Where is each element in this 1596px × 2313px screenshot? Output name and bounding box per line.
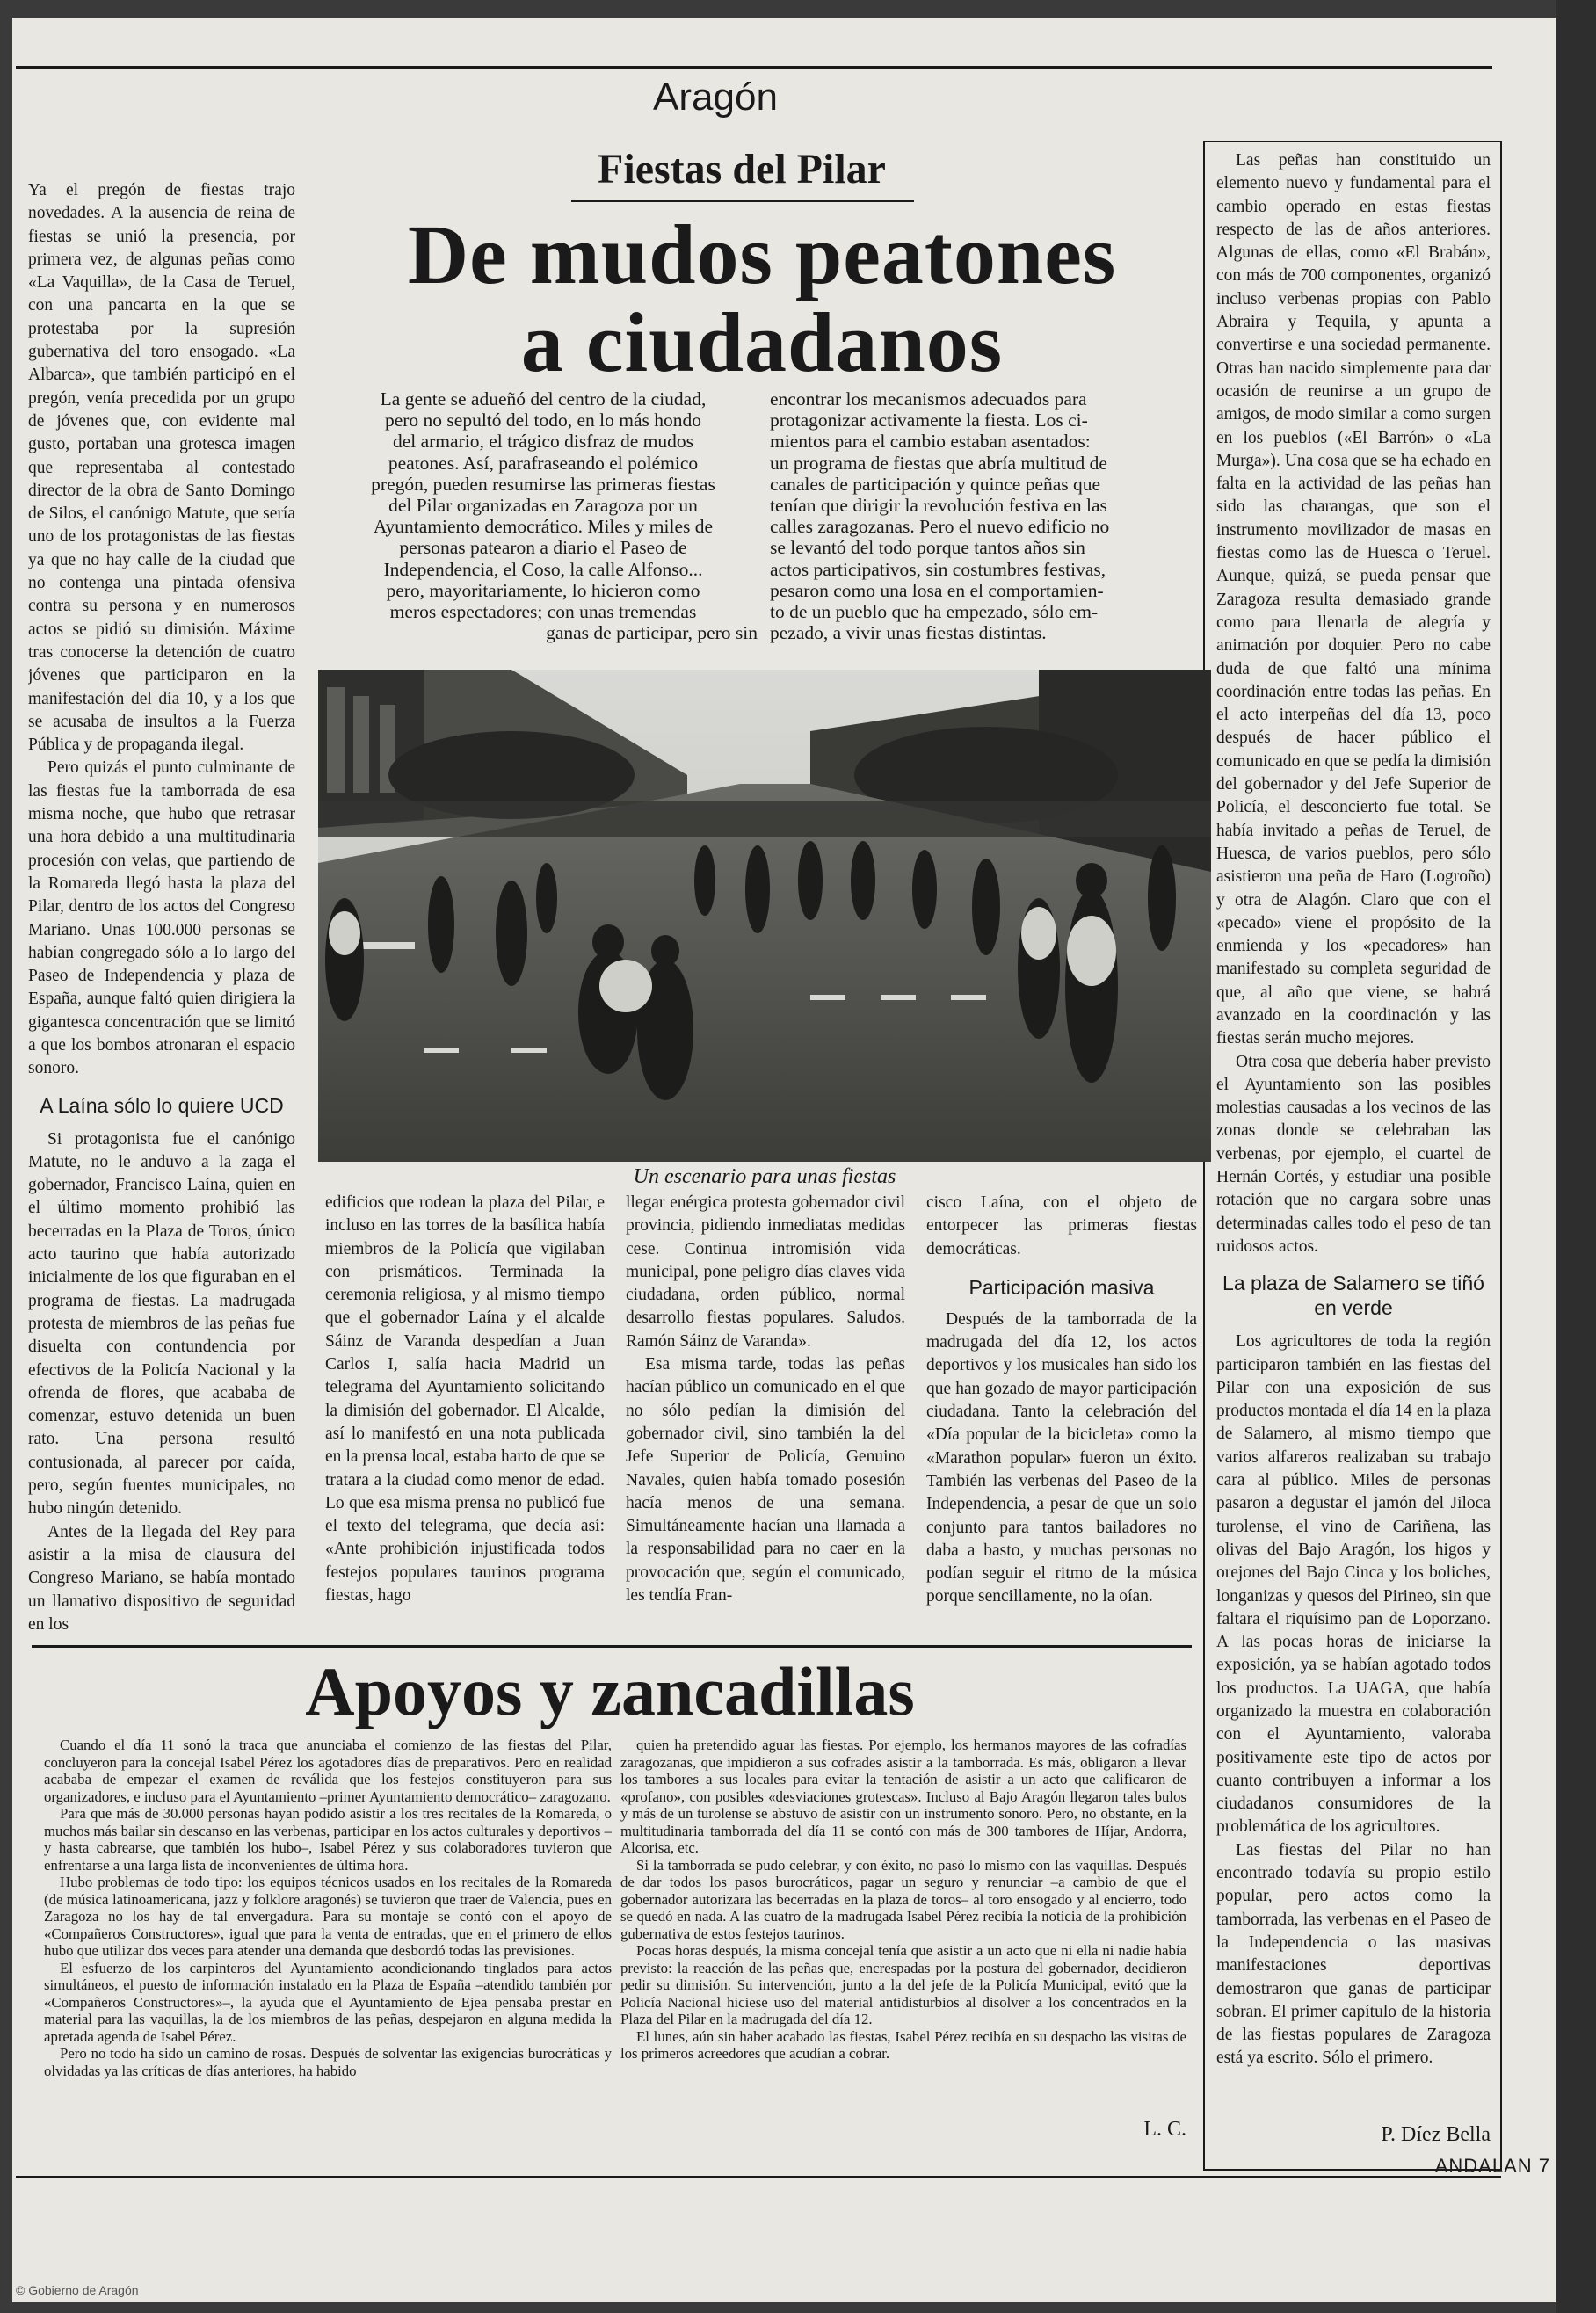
paragraph: Pero quizás el punto culminante de las fiestas fue la tamborrada de esa misma noche, que hubo que retrasar una hora debido a una multitudinaria procesión con velas, que partiendo de la Romareda llegó hasta la plaza del Pilar, dentro de los actos del Congreso Mariano. Unas 100.000 personas se habían congregado sólo a lo largo del Paseo de Independencia y plaza de España, aunque faltó quien dirigiera la gigantesca concentración que se limitó a que los bombos atronaran el espacio sonoro.: [28, 758, 295, 1078]
paragraph: Los agricultores de toda la región participaron también en las fiestas del Pilar con una exposición de sus productos montada el día 14 en la plaza de Salamero, al mismo tiempo que varios alfareros realizaban su trabajo cara al público. Miles de personas pasaron a degustar el jamón del Jiloca turolense, el vino de Cariñena, las olivas del Bajo Aragón, los higos y orejones del Bajo Cinca y los boliches, longanizas y quesos del Pirineo, sin que faltara el riquísimo pan de Loporzano. A las pocas horas de iniciarse la exposición, ya se habían agotado todos los productos. La UAGA, que había organizado la muestra en colaboración con el Ayuntamiento, valoraba positivamente este tipo de actos por cuanto contribuyen a informar a los ciudadanos consumidores de la problemática de los agricultores.: [1216, 1332, 1491, 1837]
right-signature: P. Díez Bella: [1381, 2123, 1491, 2146]
deck-line: Ayuntamiento democrático. Miles y miles de: [373, 516, 714, 538]
kicker: Fiestas del Pilar: [598, 146, 886, 192]
paragraph: Si protagonista fue el canónigo Matute, no le anduvo a la zaga el gobernador, Francisco Laína, quien en el último momento prohibió las becerradas en la Plaza de Toros, único acto taurino que había autorizado inicialmente de los que figuraban en el programa de fiestas. La madrugada protesta de miembros de las peñas fue disuelta con contundencia por efectivos de la Policía Nacional y la ofrenda de flores, que acababa de comenzar, estuvo detenida un buen rato. Una persona resultó contusionada, al parecer por caída, pero, según fuentes municipales, no hubo ningún detenido.: [28, 1129, 295, 1519]
scan-edge: [1556, 0, 1596, 2313]
photo-caption: Un escenario para unas fiestas: [633, 1165, 896, 1188]
subhead-participacion: Participación masiva: [968, 1275, 1155, 1299]
sidebar-headline: Apoyos y zancadillas: [305, 1653, 915, 1729]
kicker-rule: [571, 200, 914, 202]
paragraph: Si la tamborrada se pudo celebrar, y con éxito, no pasó lo mismo con las vaquillas. Después de dar todos los pasos burocráticos, pagar un seguro y renunciar –a cambio de que el gobernador autorizara las becerradas en la plaza de toros– al toro ensogado y al encierro, todo se quedó en nada. A las cuatro de la madrugada Isabel Pérez recibía la noticia de la prohibición gubernativa de estos festejos taurinos.: [620, 1856, 1186, 1942]
paragraph: Antes de la llegada del Rey para asistir a la misa de clausura del Congreso Mariano, se había montado un llamativo dispositivo de seguridad en los: [28, 1522, 295, 1634]
headline-line-2: a ciudadanos: [520, 295, 1004, 389]
deck-right: [770, 388, 1199, 643]
left-column: [28, 179, 295, 1638]
headline: [309, 207, 1215, 389]
watermark: © Gobierno de Aragón: [16, 2283, 139, 2297]
deck-line: La gente se adueñó del centro de la ciudad,: [380, 388, 707, 410]
sidebar-signature: L. C.: [1143, 2118, 1186, 2141]
deck-line: pero, mayoritariamente, lo hicieron como: [386, 579, 700, 601]
deck-line: pesaron como una losa en el comportamien-: [770, 579, 1104, 601]
paragraph: El lunes, aún sin haber acabado las fiestas, Isabel Pérez recibía en su despacho las visitas de los primeros acreedores que acudían a cobrar.: [620, 2027, 1186, 2062]
paragraph: Después de la tamborrada de la madrugada del día 12, los actos deportivos y los musicales han sido los que han gozado de mayor participación ciudadana. Tanto la celebración del «Día popular de la bicicleta» como la «Marathon popular» fueron un éxito. También las verbenas del Paseo de la Independencia, a pesar de que un solo conjunto para tantos bailadores no daba a basto, y muchas personas no podían seguir el ritmo de la música porque sencillamente, no la oían.: [926, 1309, 1197, 1606]
paragraph: quien ha pretendido aguar las fiestas. Por ejemplo, los hermanos mayores de las cofradías zaragozanas, que impidieron a sus cofrades asistir a la tamborrada. Es más, obligaron a llevar los tambores a sus locales para evitar la tentación de asistir a un acto que calificaron de «profano», con posibles «desviaciones grotescas». Incluso al Bajo Aragón llegaron tales bulos y más de un turolense se abstuvo de asistir con un instrumento sonoro. Pero, no obstante, en la multitudinaria tamborrada del día 11 se contó con más de 300 tambores de Híjar, Andorra, Alcorisa, etc.: [620, 1737, 1186, 1856]
deck-line: tenían que dirigir la revolución festiva en las: [770, 495, 1107, 517]
right-column: [1216, 149, 1491, 2127]
subhead-salamero: La plaza de Salamero se tiñó en verde: [1222, 1272, 1484, 1320]
right-box-top-rule: [1203, 141, 1502, 142]
deck-line: se levantó del todo porque tantos años sin: [770, 537, 1085, 559]
section-title: Aragón: [653, 76, 778, 119]
deck-line: pregón, pueden resumirse las primeras fiestas: [371, 473, 715, 495]
deck-line: peatones. Así, parafraseando el polémico: [388, 452, 699, 474]
paragraph: Esa misma tarde, todas las peñas hacían público un comunicado en el que no sólo pedían la dimisión del gobernador civil, sino también la del Jefe Superior de Policía, Genuino Navales, quien había tomado posesión hacía menos de una semana. Simultáneamente hacían una llamada a la responsabilidad para no caer en la provocación que, según el comunicado, les tendía Fran-: [626, 1355, 905, 1606]
deck-line: Independencia, el Coso, la calle Alfonso...: [383, 558, 703, 580]
deck-line: actos participativos, sin costumbres festivas,: [770, 558, 1106, 580]
paragraph: Pero no todo ha sido un camino de rosas. Después de solventar las exigencias burocráticas y olvidadas ya las críticas de días anteriores, ha habido: [44, 2045, 612, 2079]
deck-line: mientos para el cambio estaban asentados:: [770, 431, 1091, 453]
paragraph: Pocas horas después, la misma concejal tenía que asistir a un acto que ni ella ni nadie había previsto: la reacción de las peñas que, encrespadas por la postura del gobernador, decidieron pedir su dimisión. Su intervención, junto a la del jefe de la Policía Municipal, evitó que la Policía Nacional hiciese uso del material antidisturbios al disolver a los concentrados en la Plaza del Pilar en la madrugada del día 12.: [620, 1942, 1186, 2027]
deck-line: to de un pueblo que ha empezado, sólo em-: [770, 601, 1099, 623]
paragraph: Cuando el día 11 sonó la traca que anunciaba el comienzo de las fiestas del Pilar, concluyeron para la concejal Isabel Pérez los agotadores días de preparativos. Pero en realidad acababa de empezar el examen de reválida que los festejos constituyeron para sus organizadores, e incluso para el Ayuntamiento –primer Ayuntamiento democrático– zaragozano.: [44, 1737, 612, 1805]
deck-line: pezado, a vivir unas fiestas distintas.: [770, 622, 1047, 644]
deck-line: del armario, el trágico disfraz de mudos: [392, 431, 694, 453]
deck-line: encontrar los mecanismos adecuados para: [770, 388, 1087, 410]
deck-line: personas patearon a diario el Paseo de: [399, 537, 687, 559]
subhead-laina: A Laína sólo lo quiere UCD: [40, 1093, 284, 1117]
street-crowd-photo: [318, 670, 1211, 1162]
deck-line: meros espectadores; con unas tremendas: [389, 601, 697, 623]
middle-column-3: [926, 1192, 1197, 1631]
newspaper-page: [12, 18, 1556, 2302]
right-border-rule: [1500, 141, 1502, 2171]
footer-page-number: ANDALAN 7: [1434, 2155, 1550, 2177]
deck-line: ganas de participar, pero sin: [546, 622, 758, 644]
deck-line: del Pilar organizadas en Zaragoza por un: [388, 495, 698, 517]
deck-line: un programa de fiestas que abría multitud de: [770, 452, 1107, 474]
paragraph: Para que más de 30.000 personas hayan podido asistir a los tres recitales de la Romareda, o muchos más bailar sin descanso en las verbenas, participar en los actos culturales y deportivos –y hasta cabrearse, que también los hubo–, Isabel Pérez y sus colaboradores tuvieron que enfrentarse a una larga lista de inconvenientes de última hora.: [44, 1805, 612, 1874]
paragraph: edificios que rodean la plaza del Pilar, e incluso en las torres de la basílica había miembros de la Policía que vigilaban con prismáticos. Terminada la ceremonia religiosa, y al mismo tiempo que el gobernador Laína y el alcalde Sáinz de Varanda despedían a Juan Carlos I, salía hacia Madrid un telegrama del Ayuntamiento solicitando la dimisión del gobernador. El Alcalde, así lo manifestó en una nota publicada en la prensa local, estaba harto de que se tratara a la ciudad como menor de edad. Lo que esa misma prensa no publicó fue el texto del telegrama, que decía así: «Ante prohibición injustificada todos festejos populares taurinos programa fiestas, hago: [325, 1193, 605, 1606]
paragraph: llegar enérgica protesta gobernador civil provincia, pidiendo inmediatas medidas cese. Continua intromisión vida municipal, pone peligro días claves vida ciudadana, orden público, normal desarrollo fiestas populares. Saludos. Ramón Sáinz de Varanda».: [626, 1193, 905, 1351]
paragraph: Las fiestas del Pilar no han encontrado todavía su propio estilo popular, pero actos como la tamborrada, las verbenas en el Paseo de la Independencia o las masivas manifestaciones deportivas demostraron que ganas de participar sobran. El primer capítulo de la historia de las fiestas populares de Zaragoza está ya escrito. Sólo el primero.: [1216, 1840, 1491, 2068]
paragraph: Hubo problemas de todo tipo: los equipos técnicos usados en los recitales de la Romareda (de música latinoamericana, jazz y folklore aragonés) se tuvieron que traer de Valencia, pues en Zaragoza no los hay de tal envergadura. Para su montaje se contó con el apoyo de «Compañeros Constructores», igual que para la venta de entradas, que en el primero de ellos hubo que utilizar dos veces para atender una demanda que desbordó todas las previsiones.: [44, 1874, 612, 1959]
headline-line-1: De mudos peatones: [407, 207, 1117, 301]
paragraph: Ya el pregón de fiestas trajo novedades. A la ausencia de reina de fiestas se unió la presencia, por primera vez, de algunas peñas como «La Vaquilla», de la Casa de Teruel, con una pancarta en la que se protestaba por la supresión gubernativa del toro ensogado. «La Albarca», que también participó en el pregón, venía precedida por un grupo de jóvenes que, con evidente mal gusto, portaban una grotesca imagen que representaba al contestado director de la obra de Santo Domingo de Silos, el canónigo Matute, que sería uno de los protagonistas de las fiestas ya que no hay calle de la ciudad que no contenga una pintada ofensiva contra su persona y en numerosos actos se pidió su dimisión. Máxime tras conocerse la detención de cuatro jóvenes que participaron en la manifestación del día 10, y a los que se acusaba de insultos a la Fuerza Pública y de propaganda ilegal.: [28, 181, 295, 755]
paragraph: El esfuerzo de los carpinteros del Ayuntamiento acondicionando tinglados para actos simultáneos, el puesto de información instalado en la Plaza de España –atendido también por «Compañeros Constructores»–, la ayuda que el Ayuntamiento de Ejea pensaba prestar en material para las vaquillas, la de los miembros de las peñas, despejaron en alguna medida la apretada agenda de Isabel Pérez.: [44, 1959, 612, 2045]
paragraph: Otra cosa que debería haber previsto el Ayuntamiento son las posibles molestias causadas a los vecinos de las zonas donde se celebraban las verbenas, por ejemplo, el cuartel de Hernán Cortés, y estudiar una posible rotación que no cargara sobre unas determinadas calles todo el peso de tan ruidosos actos.: [1216, 1052, 1491, 1256]
deck-line: calles zaragozanas. Pero el nuevo edificio no: [770, 516, 1110, 538]
paragraph: Las peñas han constituido un elemento nuevo y fundamental para el cambio operado en estas fiestas respecto de las de años anteriores. Algunas de ellas, como «El Brabán», con más de 700 componentes, organizó incluso verbenas propias con Pablo Abraira y Tequila, y apunta a convertirse e una sociedad permanente. Otras han nacido simplemente para dar ocasión de reunirse a un grupo de amigos, de modo similar a como surgen en los pueblos («El Barrón» o «La Murga»). Una cosa que se ha echado en falta en la actividad de las peñas han sido las charangas, que son el instrumento movilizador de masas en fiestas como las de Huesca o Teruel. Aunque, quizá, se pueda pensar que Zaragoza resulta demasiado grande como para llenarla de alegría y animación por doquier. Pero no cabe duda de que faltó una mínima coordinación entre todas las peñas. En el acto interpeñas del día 13, poco después de hacer público el comunicado en que se pedía la dimisión del gobernador y del Jefe Superior de Policía, el desconcierto fue total. Se había invitado a peñas de Teruel, de Huesca, de varios pueblos, pero sólo asistieron una peña de Haro (Logroño) y otra de Alagón. Claro que con el «pecado» viene el propósito de la enmienda y los «pecadores» han manifestado su completa seguridad de que, al año que viene, se habrá avanzado en la coordinación y las fiestas serán mucho mejores.: [1216, 151, 1491, 1048]
sidebar-right-column: [620, 1737, 1186, 2114]
deck-line: protagonizar activamente la fiesta. Los ci-: [770, 410, 1088, 431]
deck-line: canales de participación y quince peñas que: [770, 473, 1101, 495]
deck-line: pero no sepultó del todo, en lo más hondo: [384, 410, 702, 431]
deck-left: [329, 388, 758, 643]
middle-column-1: [325, 1192, 605, 1631]
middle-column-2: [626, 1192, 905, 1631]
photo-illustration: [318, 670, 1211, 1162]
sidebar-top-rule: [32, 1645, 1192, 1648]
bottom-rule: [16, 2176, 1501, 2178]
paragraph: cisco Laína, con el objeto de entorpecer las primeras fiestas democráticas.: [926, 1193, 1197, 1258]
top-rule: [16, 66, 1492, 69]
sidebar-left-column: [44, 1737, 612, 2141]
